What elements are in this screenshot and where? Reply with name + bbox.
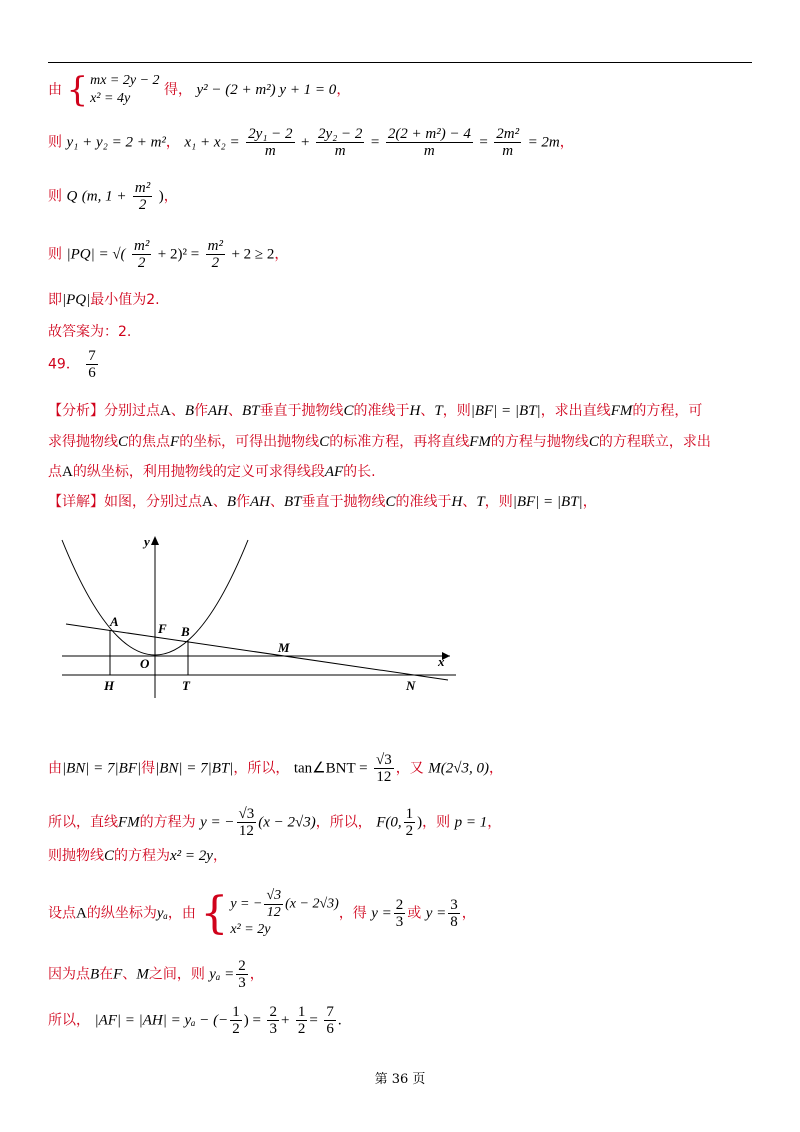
label-x: x (438, 654, 445, 669)
fraction: $\frac{2}{3}$ (269, 1004, 277, 1037)
fraction: $\frac{3}{8}$ (450, 897, 458, 930)
fraction: $\frac{1}{2}$ (297, 1004, 306, 1037)
label-b: B (181, 624, 190, 639)
text: 最小值为2. (90, 292, 160, 308)
text: 故答案为：2. (48, 324, 132, 340)
equation-system: { y = − $\frac{√3}{12}$ (x − 2√3) x² = 2y (200, 887, 339, 939)
page-number: 第 36 页 (374, 1072, 426, 1087)
line-pq-length (48, 238, 288, 271)
fraction: $\frac{\text{2y₁ − 2}}{m}$ (248, 126, 293, 159)
equation: tan∠BNT = (293, 760, 368, 777)
system-row: x² = 2y (230, 922, 271, 937)
label-t: T (182, 678, 190, 693)
label-y: y (144, 534, 150, 549)
text: ， (163, 188, 178, 205)
equation: Q (66, 188, 78, 205)
fraction: $\frac{7}{6}$ (326, 1004, 334, 1037)
label-h: H (104, 678, 115, 693)
line-final: 所以， |AF| = |AH| = yₐ − (− $\frac{1}{2}$ ) = $\frac{2}{3}$ + $\frac{1}{2}$ = $\frac{7}{6}$ . (48, 1004, 342, 1037)
fraction: $\frac{\text{2(2 + m²) − 4}}{m}$ (387, 126, 471, 159)
fraction: $\frac{1}{2}$ (405, 806, 414, 839)
fraction: $\frac{\text{m²}}{2}$ (134, 238, 150, 271)
question-49-answer (48, 348, 100, 381)
line-parabola-equation: 则抛物线C的方程为x² = 2y， (48, 848, 227, 864)
equation: |PQ| = √( (66, 246, 126, 263)
label-o: O (140, 656, 150, 671)
system-row: mx = 2y − 2 (90, 73, 160, 88)
y-axis-arrow (151, 536, 159, 545)
parabola-figure (48, 530, 468, 700)
equation: + 2)² = (157, 246, 200, 263)
operator: + (301, 134, 310, 151)
equation: x₁ + x₂ = (184, 134, 240, 151)
label-n: N (406, 678, 416, 693)
line-bn: 由|BN| = 7|BF|得|BN| = 7|BT|，所以， tan∠BNT = $\frac{√3}{12}$ ，又 M(2√3, 0)， (48, 752, 503, 785)
fraction: $\frac{\text{2m²}}{m}$ (496, 126, 520, 159)
analysis-tag: 【分析】 (48, 403, 104, 419)
text: 则 (48, 246, 62, 263)
equation: (m, 1 + (81, 188, 127, 205)
text: 则 (48, 188, 62, 205)
equation: = 2m (527, 134, 560, 151)
line-system-1 (48, 72, 350, 108)
line-fm (66, 624, 448, 680)
line-fm-equation: 所以，直线FM的方程为 y = − $\frac{√3}{12}$ (x − 2√3)，所以， F(0, $\frac{1}{2}$ )，则 p = 1， (48, 806, 502, 839)
fraction: $\frac{\text{2y₂ − 2}}{m}$ (317, 126, 363, 159)
analysis-line-1: 【分析】分别过点A、B作AH、BT垂直于抛物线C的准线于H、T，则|BF| = |BT|，求出直线FM的方程，可 (48, 403, 703, 419)
analysis-line-2: 求得抛物线C的焦点F的坐标，可得出抛物线C的标准方程，再将直线FM的方程与抛物线C的方程联立，求出 (48, 434, 711, 450)
detail-tag: 【详解】 (48, 494, 104, 510)
text: ， (336, 82, 351, 98)
analysis-line-3: 点A的纵坐标，利用抛物线的定义可求得线段AF的长. (48, 464, 376, 480)
label-f: F (158, 621, 167, 636)
text: 由 (48, 82, 62, 98)
equation-system: { mx = 2y − 2 x² = 4y (66, 70, 160, 110)
fraction: $\frac{\text{m²}}{2}$ (207, 238, 224, 271)
text: ， (559, 134, 574, 151)
label-m: M (278, 640, 290, 655)
question-number: 49． (48, 356, 80, 373)
fraction: $\frac{1}{2}$ (232, 1004, 240, 1037)
text: ， (165, 134, 180, 151)
fraction: $\frac{2}{3}$ (238, 958, 246, 991)
equation: + 2 ≥ 2 (231, 246, 275, 263)
header-rule (48, 62, 752, 63)
line-between: 因为点B在F、M之间，则 yₐ = $\frac{2}{3}$ ， (48, 958, 264, 991)
fraction: $\frac{2}{3}$ (395, 897, 404, 930)
line-answer (48, 322, 131, 342)
equation: ) (158, 188, 164, 205)
equation: |PQ| (62, 292, 91, 308)
line-point-q (48, 180, 178, 213)
text: 则 (48, 134, 62, 151)
operator: = (479, 134, 488, 151)
fraction: $\frac{√3}{12}$ (376, 752, 392, 785)
text: 即 (48, 292, 62, 308)
equation: y² − (2 + m²) y + 1 = 0 (196, 82, 337, 98)
line-solve-system: 设点A的纵坐标为yₐ，由 { y = − $\frac{√3}{12}$ (x − 2√3) x² = 2y ，得 y = $\frac{2}{3}$ 或 y = $\frac{3}{8}$ ， (48, 887, 476, 939)
fraction: $\frac{√3}{12}$ (238, 806, 255, 839)
label-a: A (110, 614, 119, 629)
equation: y₁ + y₂ = 2 + m² (66, 134, 166, 151)
system-row: x² = 4y (90, 91, 131, 106)
fraction: $\frac{\text{m²}}{2}$ (134, 180, 151, 213)
detail-line-1: 【详解】如图，分别过点A、B作AH、BT垂直于抛物线C的准线于H、T，则|BF| = |BT|， (48, 494, 597, 510)
line-minimum (48, 290, 160, 310)
operator: = (370, 134, 380, 151)
line-sums (48, 126, 574, 159)
fraction: $\frac{7}{6}$ (88, 348, 96, 381)
system-row: y = − $\frac{√3}{12}$ (x − 2√3) (230, 888, 339, 920)
text: ， (274, 246, 289, 263)
text: 得， (163, 82, 192, 98)
